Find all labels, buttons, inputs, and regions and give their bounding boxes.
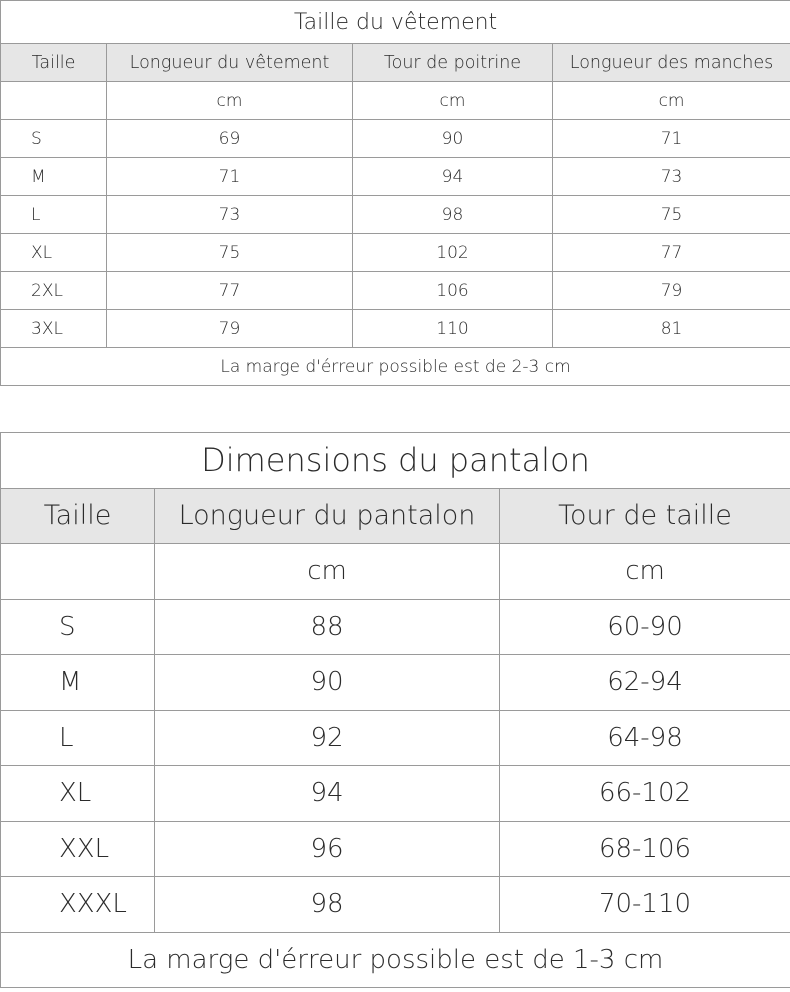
value-cell: 96: [155, 821, 500, 877]
table-row: [1, 599, 790, 655]
value-cell: 92: [155, 710, 500, 766]
value-cell: 94: [353, 158, 553, 196]
header-garment-length: Longueur du vêtement: [107, 44, 353, 82]
value-cell: 69: [107, 120, 353, 158]
pants-size-table: [0, 432, 790, 988]
size-cell: S: [1, 120, 107, 158]
size-cell: XXXL: [1, 877, 155, 933]
table-row: [1, 310, 790, 348]
value-cell: 90: [155, 655, 500, 711]
value-cell: 79: [107, 310, 353, 348]
value-cell: 94: [155, 766, 500, 822]
size-cell: XL: [1, 766, 155, 822]
size-cell: 3XL: [1, 310, 107, 348]
garment-size-table: [0, 0, 790, 386]
value-cell: 62-94: [500, 655, 790, 711]
table-row: [1, 821, 790, 877]
garment-header-row: [1, 44, 790, 82]
unit-cell: cm: [353, 82, 553, 120]
value-cell: 102: [353, 234, 553, 272]
value-cell: 70-110: [500, 877, 790, 933]
pants-table-title: Dimensions du pantalon: [1, 433, 790, 489]
value-cell: 75: [553, 196, 790, 234]
value-cell: 68-106: [500, 821, 790, 877]
garment-units-row: [1, 82, 790, 120]
pants-units-row: [1, 544, 790, 600]
value-cell: 88: [155, 599, 500, 655]
size-cell: S: [1, 599, 155, 655]
size-cell: XXL: [1, 821, 155, 877]
table-row: [1, 120, 790, 158]
header-waist: Tour de taille: [500, 488, 790, 544]
table-row: [1, 234, 790, 272]
table-row: [1, 877, 790, 933]
value-cell: 77: [553, 234, 790, 272]
unit-cell: [1, 544, 155, 600]
size-cell: M: [1, 158, 107, 196]
value-cell: 79: [553, 272, 790, 310]
value-cell: 66-102: [500, 766, 790, 822]
unit-cell: cm: [553, 82, 790, 120]
value-cell: 73: [107, 196, 353, 234]
header-size: Taille: [1, 488, 155, 544]
table-row: [1, 766, 790, 822]
value-cell: 106: [353, 272, 553, 310]
header-chest: Tour de poitrine: [353, 44, 553, 82]
value-cell: 77: [107, 272, 353, 310]
unit-cell: [1, 82, 107, 120]
value-cell: 90: [353, 120, 553, 158]
unit-cell: cm: [107, 82, 353, 120]
garment-tolerance-note: La marge d'érreur possible est de 2-3 cm: [1, 348, 790, 386]
header-sleeve-length: Longueur des manches: [553, 44, 790, 82]
size-cell: L: [1, 196, 107, 234]
pants-tolerance-note: La marge d'érreur possible est de 1-3 cm: [1, 932, 790, 988]
value-cell: 60-90: [500, 599, 790, 655]
unit-cell: cm: [500, 544, 790, 600]
value-cell: 75: [107, 234, 353, 272]
size-cell: M: [1, 655, 155, 711]
table-row: [1, 158, 790, 196]
header-size: Taille: [1, 44, 107, 82]
value-cell: 98: [155, 877, 500, 933]
size-cell: L: [1, 710, 155, 766]
table-row: [1, 272, 790, 310]
table-row: [1, 655, 790, 711]
size-cell: 2XL: [1, 272, 107, 310]
value-cell: 64-98: [500, 710, 790, 766]
header-pants-length: Longueur du pantalon: [155, 488, 500, 544]
value-cell: 98: [353, 196, 553, 234]
garment-table-title: Taille du vêtement: [1, 1, 790, 44]
value-cell: 71: [107, 158, 353, 196]
pants-header-row: [1, 488, 790, 544]
value-cell: 73: [553, 158, 790, 196]
table-row: [1, 710, 790, 766]
value-cell: 81: [553, 310, 790, 348]
value-cell: 110: [353, 310, 553, 348]
value-cell: 71: [553, 120, 790, 158]
table-row: [1, 196, 790, 234]
size-cell: XL: [1, 234, 107, 272]
unit-cell: cm: [155, 544, 500, 600]
